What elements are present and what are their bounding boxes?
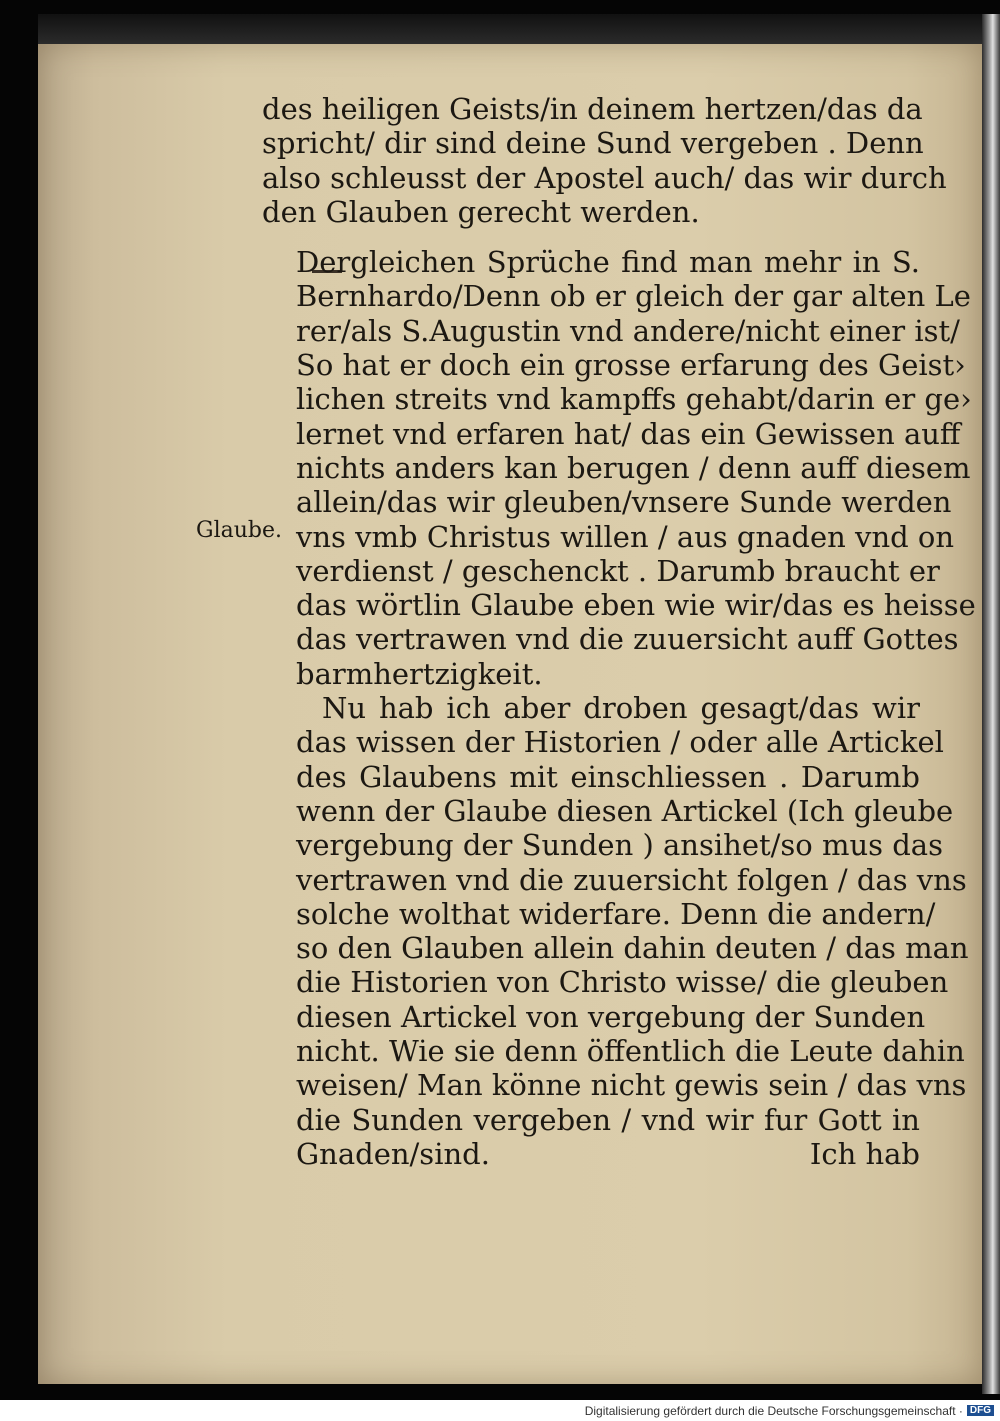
text-line: solche wolthat widerfare. Denn die andern/ <box>296 896 936 931</box>
text-line: vergebung der Sunden ) ansihet/so mus das <box>296 828 943 863</box>
text-line: die Sunden vergeben / vnd wir fur Gott in <box>296 1102 920 1137</box>
catchword: Ich hab <box>809 1136 920 1171</box>
text-line: Dergleichen Sprüche find man mehr in S. <box>296 245 920 280</box>
text-line: nichts anders kan berugen / denn auff diesem <box>296 450 971 485</box>
text-line: So hat er doch ein grosse erfarung des Geist› <box>296 348 966 383</box>
margin-note: Glaube. <box>196 518 282 543</box>
text-line: wenn der Glaube diesen Artickel (Ich gleube <box>296 793 954 828</box>
text-line: verdienst / geschenckt . Darumb braucht er <box>296 553 940 588</box>
digitization-footer <box>0 1400 1000 1421</box>
text-line: Bernhardo/Denn ob er gleich der gar alten Le <box>296 279 971 314</box>
text-line: vns vmb Christus willen / aus gnaden vnd on <box>296 519 955 554</box>
text-line: das vertrawen vnd die zuuersicht auff Gottes <box>296 622 959 657</box>
page-text <box>262 92 976 1171</box>
text-line: allein/das wir gleuben/vnsere Sunde werden <box>296 485 952 520</box>
text-line: des heiligen Geists/in deinem hertzen/das da <box>262 92 923 126</box>
text-line: so den Glauben allein dahin deuten / das man <box>296 931 969 966</box>
text-line: den Glauben gerecht werden. <box>262 194 700 229</box>
text-line: lernet vnd erfaren hat/ das ein Gewissen auff <box>296 416 961 451</box>
text-line: weisen/ Man könne nicht gewis sein / das vns <box>296 1068 967 1103</box>
text-line: vertrawen vnd die zuuersicht folgen / das vns <box>296 862 967 897</box>
text-line-end: Gnaden/sind. <box>296 1136 490 1171</box>
text-line: das wörtlin Glaube eben wie wir/das es heisse <box>296 588 976 623</box>
text-line: also schleusst der Apostel auch/ das wir durch <box>262 160 947 195</box>
footer-credit: Digitalisierung gefördert durch die Deutsche Forschungsgemeinschaft · <box>584 1403 963 1418</box>
text-line: Nu hab ich aber droben gesagt/das wir <box>322 691 920 726</box>
text-line: diesen Artickel von vergebung der Sunden <box>296 999 926 1034</box>
text-line: rer/als S.Augustin vnd andere/nicht einer ist/ <box>296 313 960 348</box>
dfg-logo: DFG <box>967 1405 994 1416</box>
scan-top-edge <box>38 14 982 44</box>
text-line: lichen streits vnd kampffs gehabt/darin er ge› <box>296 382 972 417</box>
last-line <box>262 1137 920 1171</box>
text-line: des Glaubens mit einschliessen . Darumb <box>296 759 920 794</box>
scan-right-edge <box>982 14 1000 1394</box>
text-line: barmhertzigkeit. <box>296 656 543 691</box>
text-line: die Historien von Christo wisse/ die gleuben <box>296 965 949 1000</box>
text-line: nicht. Wie sie denn öffentlich die Leute dahin <box>296 1034 965 1069</box>
text-line: das wissen der Historien / oder alle Artickel <box>296 725 944 760</box>
text-line: spricht/ dir sind deine Sund vergeben . Denn <box>262 126 924 161</box>
